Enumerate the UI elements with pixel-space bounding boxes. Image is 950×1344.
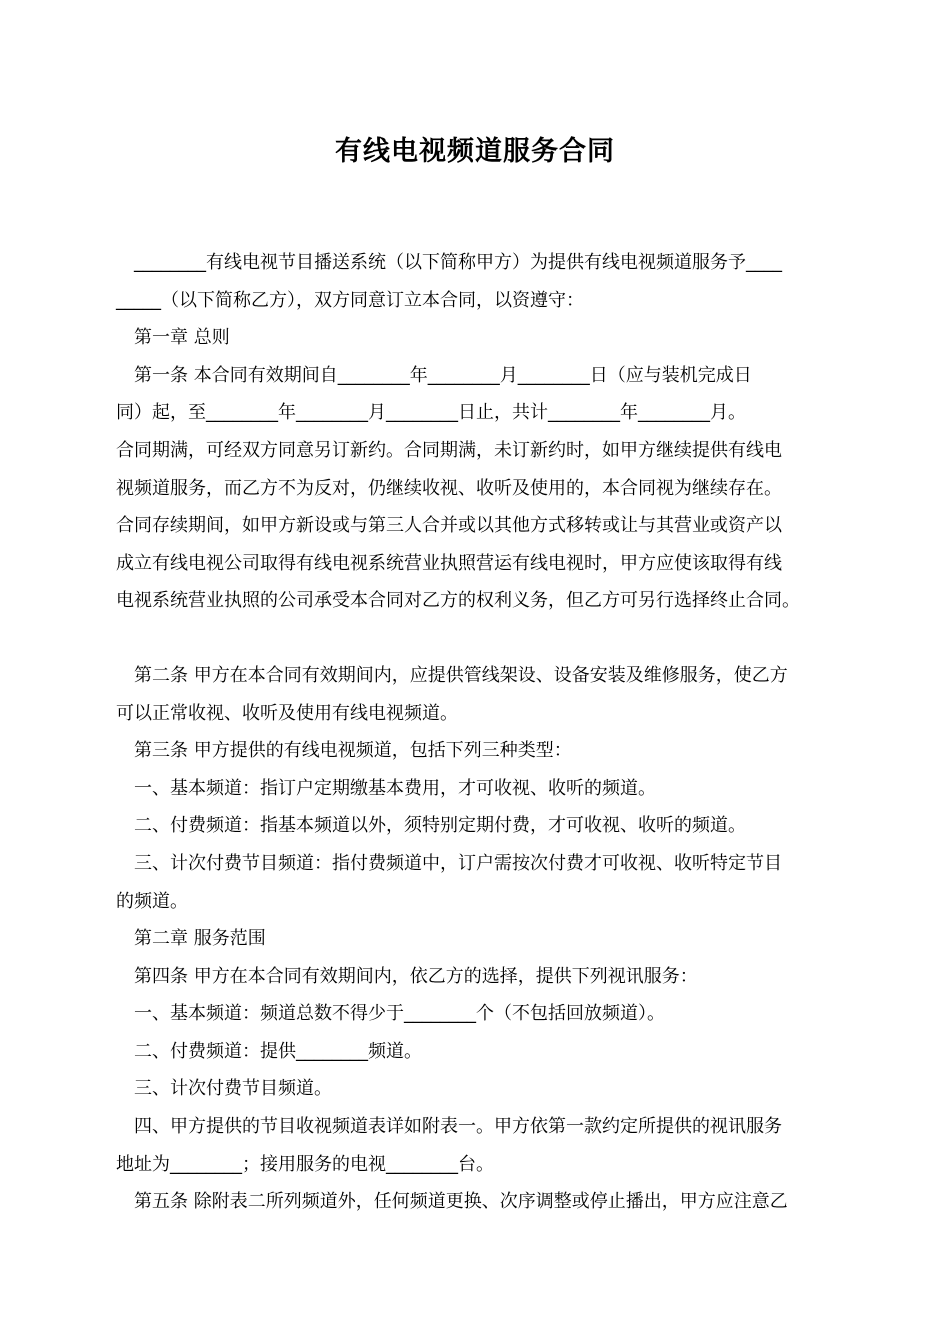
paragraph-line: 第二条 甲方在本合同有效期间内，应提供管线架设、设备安装及维修服务，使乙方	[134, 664, 788, 686]
paragraph-line: 视频道服务，而乙方不为反对，仍继续收视、收听及使用的，本合同视为继续存在。	[116, 477, 782, 499]
list-item: 二、付费频道：提供________频道。	[134, 1040, 422, 1062]
paragraph-line: 第五条 除附表二所列频道外，任何频道更换、次序调整或停止播出，甲方应注意乙	[134, 1191, 788, 1213]
paragraph-line: 的频道。	[116, 890, 188, 912]
paragraph-spacer	[116, 620, 844, 657]
paragraph-line: 合同存续期间，如甲方新设或与第三人合并或以其他方式移转或让与其营业或资产以	[116, 515, 782, 537]
paragraph-line: 第四条 甲方在本合同有效期间内，依乙方的选择，提供下列视讯服务：	[134, 965, 698, 987]
document-body	[116, 244, 844, 1221]
list-item: 三、计次付费节目频道：指付费频道中，订户需按次付费才可收视、收听特定节目	[134, 852, 782, 874]
paragraph-line: 可以正常收视、收听及使用有线电视频道。	[116, 702, 458, 724]
chapter-heading: 第二章 服务范围	[134, 928, 266, 950]
chapter-heading: 第一章 总则	[134, 327, 230, 349]
paragraph-line: 地址为________；接用服务的电视________台。	[116, 1153, 494, 1175]
list-item: 四、甲方提供的节目收视频道表详如附表一。甲方依第一款约定所提供的视讯服务	[134, 1116, 782, 1138]
paragraph-line: ________有线电视节目播送系统（以下简称甲方）为提供有线电视频道服务予____	[134, 252, 782, 273]
paragraph-line: 电视系统营业执照的公司承受本合同对乙方的权利义务，但乙方可另行选择终止合同。	[116, 590, 800, 612]
paragraph-line: 第一条 本合同有效期间自________年________月________日（应与装机完成日	[134, 364, 752, 386]
paragraph-line: 第三条 甲方提供的有线电视频道，包括下列三种类型：	[134, 740, 572, 762]
list-item: 一、基本频道：指订户定期缴基本费用，才可收视、收听的频道。	[134, 777, 656, 799]
list-item: 三、计次付费节目频道。	[134, 1078, 332, 1100]
list-item: 二、付费频道：指基本频道以外，须特别定期付费，才可收视、收听的频道。	[134, 815, 746, 837]
list-item: 一、基本频道：频道总数不得少于________个（不包括回放频道）。	[134, 1003, 665, 1025]
document-title: 有线电视频道服务合同	[335, 136, 615, 167]
paragraph-line: 同）起，至________年________月________日止，共计________年________月。	[116, 402, 746, 424]
paragraph-line: 成立有线电视公司取得有线电视系统营业执照营运有线电视时，甲方应使该取得有线	[116, 552, 782, 574]
paragraph-line: 合同期满，可经双方同意另订新约。合同期满，未订新约时，如甲方继续提供有线电	[116, 439, 782, 461]
paragraph-line: _____（以下简称乙方），双方同意订立本合同，以资遵守：	[116, 289, 584, 311]
